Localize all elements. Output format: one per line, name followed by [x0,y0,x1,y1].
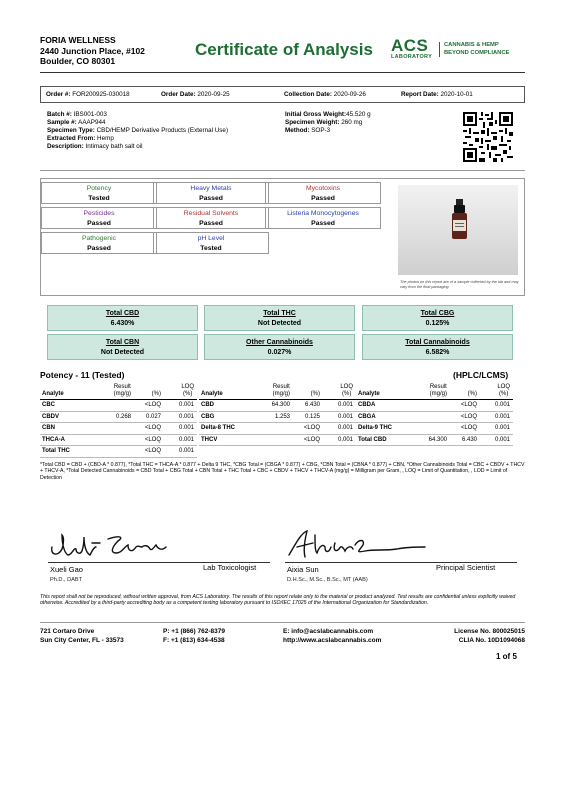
sample-info-left [47,111,228,151]
test-name: Pesticides [83,210,115,217]
test-result: Passed [199,219,223,227]
summary-total-cbd [47,305,198,331]
cell-result: 64.300 [271,402,290,408]
product-photo [398,185,518,275]
table-row [356,423,513,435]
order-number-field [46,91,130,98]
order-date-value: 2020-09-25 [197,91,230,98]
signer1-role: Lab Toxicologist [203,563,257,572]
table-row [199,412,356,424]
summary-value: 6.430% [110,319,135,327]
report-date-value: 2020-10-01 [440,91,473,98]
sample-info-right [285,111,371,135]
test-name: Listeria Monocytogenes [287,210,359,217]
cell-percent: <LOQ [144,402,161,408]
gross-weight-label: Initial Gross Weight: [285,111,347,118]
cell-analyte: CBDV [42,413,60,420]
table-row [40,412,197,424]
footer-address-line2: Sun City Center, FL - 33573 [40,636,124,644]
summary-total-cbg [362,305,513,331]
order-info-bar [40,86,525,103]
table-row [356,400,513,412]
test-result: Passed [311,219,335,227]
signer2-name: Aixia Sun [287,565,319,574]
batch-label: Batch #: [47,111,72,118]
table-row [40,400,197,412]
test-name: Pathogenic [81,235,116,242]
summary-label: Total CBG [420,310,455,317]
test-name: Mycotoxins [306,185,340,192]
header-percent: (%) [310,391,320,397]
cell-analyte: THCA-A [42,436,65,443]
cell-loq: 0.001 [178,402,194,408]
description-value: Intimacy bath salt oil [85,143,143,150]
client-address-block [40,35,145,67]
report-date-label: Report Date: [401,91,439,98]
header-percent: (%) [151,391,161,397]
cell-loq: 0.001 [494,413,510,420]
test-heavy-metals [153,182,269,204]
cell-analyte: CBG [201,413,215,420]
potency-title: Potency - 11 (Tested) [40,370,125,380]
header-result: Result (mg/g) [272,384,290,397]
table-row [40,423,197,435]
test-name: Residual Solvents [183,210,239,217]
potency-table-header [40,383,197,400]
footer-fax: F: +1 (813) 634-4538 [163,636,225,644]
report-date-field [401,91,473,98]
summary-label: Other Cannabinoids [246,339,313,346]
signer2-role: Principal Scientist [436,563,496,572]
test-residual-solvents [153,207,269,229]
cell-analyte: THCV [201,436,218,443]
cell-loq: 0.001 [178,425,194,431]
cell-percent: 0.027 [145,413,161,420]
formula-footnote: *Total CBD = CBD + (CBD-A * 0.877), *Total THC = THCA-A * 0.877 + Delta 9 THC, *CBG Total = (CBGA * 0.877) + CBG, *CBN Total = (CBNA * 0.877) + CBN, *Other Cannabinoids Total = CBC + CBDV + THCV + THCV-A, *Total Detected Cannabinoids = CBD Total + CBG Total + CBN Total + THC Total + CBC + CBDV + THCV + THCV-A (mg/g) = Milligram per Gram, , LOQ = Limit of Quantitation, , LOD = Limit of Detection [40,462,525,481]
test-result: Passed [87,244,111,252]
cell-percent: 0.125 [304,413,320,420]
footer-phones [163,628,225,645]
summary-label: Total CBD [105,310,140,317]
test-name: Potency [86,185,112,192]
disclaimer-text: This report shall not be reproduced, without written approval, from ACS Laboratory. The results of this report relate only to the material or product analyzed. Test results are confidential unless explicitly waived otherwise. Accredited by a third-party accrediting body as a competent testing laboratory pursuant to ISO/IEC 17025 of the International Organization for Standardization. [40,594,516,607]
logo-tagline-line1: CANNABIS & HEMP [444,42,499,48]
test-name: pH Level [197,235,225,242]
specimen-weight-value: 260 mg [341,119,363,126]
footer-license [454,628,525,645]
footer-address-line1: 721 Cortaro Drive [40,628,95,635]
cell-loq: 0.001 [178,436,194,443]
method-label: Method: [285,127,310,134]
page-number: 1 of 5 [496,652,517,661]
footer-clia-number: CLIA No. 10D1094068 [458,636,525,644]
cell-percent: <LOQ [303,425,320,431]
summary-total-cannabinoids [362,334,513,360]
footer-address [40,628,124,645]
cell-percent: <LOQ [144,425,161,431]
signature-aixia-sun [285,525,430,563]
summary-value: 0.125% [425,319,450,327]
potency-table-col3 [356,383,513,446]
order-date-field [161,91,230,98]
sample-divider [40,170,525,171]
footer-divider [40,622,525,623]
table-row [40,435,197,447]
signature-xueli-gao [48,525,198,563]
logo-tagline [439,42,509,57]
potency-method: (HPLC/LCMS) [453,370,509,380]
table-row [199,435,356,447]
order-number-value: FOR200925-030018 [72,91,130,98]
header-analyte: Analyte [201,391,223,397]
acs-logo [391,36,510,60]
cell-percent: <LOQ [460,425,477,431]
cell-analyte: Delta-8 THC [201,425,236,431]
specimen-type-value: CBD/HEMP Derivative Products (External Use) [96,127,229,134]
header-analyte: Analyte [42,391,64,397]
footer-website-link[interactable]: http://www.acslabcannabis.com [283,636,382,644]
header-loq: LOQ (%) [340,384,353,397]
summary-value: 6.582% [425,348,450,356]
header-divider [40,72,525,73]
signer1-credentials: Ph.D., DABT [50,577,83,583]
cell-loq: 0.001 [494,402,510,408]
summary-value: Not Detected [100,348,145,356]
cell-result: 64.300 [428,436,447,443]
cell-percent: <LOQ [303,436,320,443]
cell-analyte: CBN [42,425,55,431]
test-pesticides [41,207,157,229]
cell-percent: 6.430 [304,402,320,408]
signer1-name: Xueli Gao [50,565,83,574]
client-company-name: FORIA WELLNESS [40,35,116,45]
description-label: Description: [47,143,84,150]
collection-date-label: Collection Date: [284,91,332,98]
cell-percent: 6.430 [461,436,477,443]
method-value: SOP-3 [311,127,331,134]
cell-analyte: Total CBD [358,436,387,443]
table-row [356,435,513,447]
gross-weight-value: 45.520 g [346,111,371,118]
test-result: Passed [311,194,335,202]
photo-note: The photos on this report are of a sample collected by the lab and may vary from the final packaging. [400,280,519,289]
sample-value: AAAP944 [78,119,106,126]
test-ph-level [153,232,269,254]
cell-percent: <LOQ [460,413,477,420]
cell-loq: 0.001 [178,413,194,420]
cell-loq: 0.001 [494,425,510,431]
summary-total-thc [204,305,355,331]
summary-total-cbn [47,334,198,360]
extracted-from-value: Hemp [97,135,114,142]
header-loq: LOQ (%) [497,384,510,397]
cell-result: 0.268 [115,413,131,420]
test-result: Passed [87,219,111,227]
qr-code-icon[interactable] [463,112,513,162]
header-result: Result (mg/g) [429,384,447,397]
footer-phone: P: +1 (866) 762-8379 [163,628,225,635]
specimen-type-label: Specimen Type: [47,127,95,134]
header-analyte: Analyte [358,391,380,397]
cell-analyte: Total THC [42,448,70,454]
summary-label: Total Cannabinoids [405,339,470,346]
order-date-label: Order Date: [161,91,196,98]
client-address-line1: 2440 Junction Place, #102 [40,45,145,56]
logo-lab-text: LABORATORY [391,54,433,60]
table-row [40,446,197,458]
summary-label: Total THC [263,310,296,317]
cell-analyte: CBGA [358,413,376,420]
summary-value: 0.027% [267,348,292,356]
order-number-label: Order #: [46,91,71,98]
summary-label: Total CBN [105,339,140,346]
potency-table-header [199,383,356,400]
test-result: Tested [88,194,110,202]
signer2-credentials: D.H.Sc., M.Sc., B.Sc., MT (AAB) [287,577,368,583]
cell-analyte: Delta-9 THC [358,425,393,431]
test-result: Tested [200,244,222,252]
test-result: Passed [199,194,223,202]
cell-loq: 0.001 [178,448,194,454]
cell-percent: <LOQ [144,436,161,443]
header-loq: LOQ (%) [181,384,194,397]
cell-loq: 0.001 [337,425,353,431]
cell-loq: 0.001 [337,413,353,420]
specimen-weight-label: Specimen Weight: [285,119,340,126]
test-listeria [265,207,381,229]
table-row [199,423,356,435]
footer-license-number: License No. 800025015 [454,628,525,635]
collection-date-value: 2020-09-26 [333,91,366,98]
test-pathogenic [41,232,157,254]
summary-value: Not Detected [257,319,302,327]
cell-loq: 0.001 [337,436,353,443]
summary-other-cannabinoids [204,334,355,360]
table-row [199,400,356,412]
header-result: Result (mg/g) [113,384,131,397]
cell-analyte: CBD [201,402,214,408]
sample-label: Sample #: [47,119,77,126]
table-row [356,412,513,424]
test-name: Heavy Metals [190,185,232,192]
cell-percent: <LOQ [144,448,161,454]
test-mycotoxins [265,182,381,204]
potency-table-col2 [199,383,356,446]
test-potency [41,182,157,204]
page-title: Certificate of Analysis [195,40,373,59]
footer-email-link[interactable]: E: info@acslabcannabis.com [283,628,374,635]
extracted-from-label: Extracted From: [47,135,96,142]
cell-loq: 0.001 [337,402,353,408]
collection-date-field [284,91,366,98]
potency-table-header [356,383,513,400]
cell-result: 1.253 [274,413,290,420]
client-address-line2: Boulder, CO 80301 [40,56,116,66]
cell-analyte: CBDA [358,402,376,408]
header-percent: (%) [467,391,477,397]
cell-percent: <LOQ [460,402,477,408]
logo-acs-text: ACS [391,36,429,55]
batch-value: IBS001-003 [73,111,107,118]
cell-analyte: CBC [42,402,55,408]
cell-loq: 0.001 [494,436,510,443]
footer-contact [283,628,381,645]
logo-tagline-line2: BEYOND COMPLIANCE [444,49,510,56]
potency-table-col1 [40,383,197,458]
